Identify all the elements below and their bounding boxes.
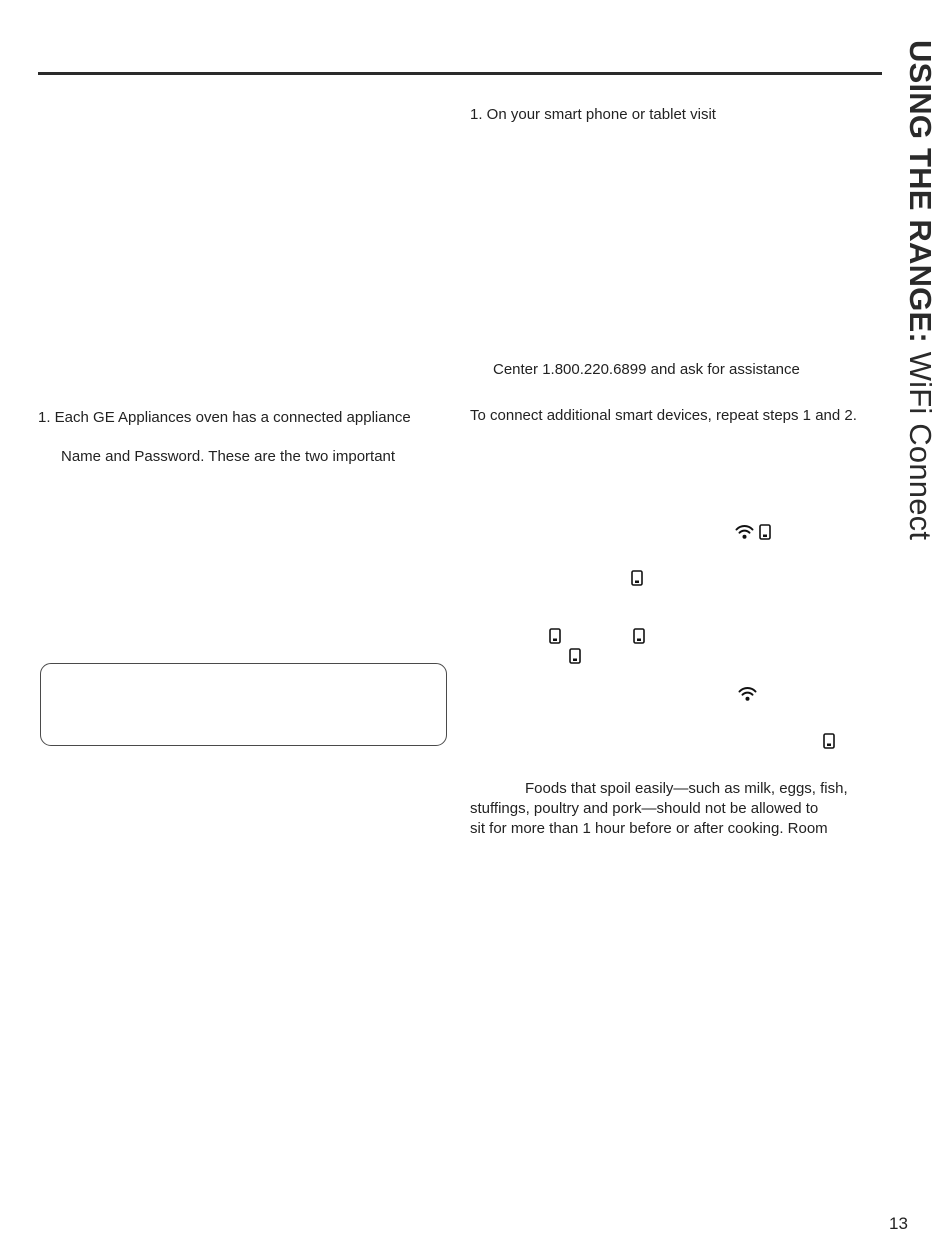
wifi-icon	[735, 524, 754, 540]
food-safety-line1: Foods that spoil easily—such as milk, eggs, fish,	[525, 780, 848, 797]
wifi-icon	[738, 686, 757, 702]
left-step1-line2: Name and Password. These are the two important	[61, 448, 396, 465]
repeat-steps-line: To connect additional smart devices, repeat steps 1 and 2.	[470, 407, 857, 424]
food-safety-line3: sit for more than 1 hour before or after cooking. Room	[470, 820, 828, 837]
note-box	[40, 663, 447, 746]
left-step1-line1: 1. Each GE Appliances oven has a connected appliance	[38, 409, 411, 426]
right-step1: 1. On your smart phone or tablet visit	[470, 106, 716, 123]
food-safety-line2: stuffings, poultry and pork—should not be allowed to	[470, 800, 819, 817]
support-center-line: Center 1.800.220.6899 and ask for assistance	[493, 361, 800, 378]
section-title	[903, 40, 937, 540]
remote-device-icon	[759, 524, 771, 540]
remote-device-icon	[633, 628, 645, 644]
page-number: 13	[889, 1214, 908, 1233]
remote-device-icon	[549, 628, 561, 644]
remote-device-icon	[569, 648, 581, 664]
remote-device-icon	[823, 733, 835, 749]
top-rule	[38, 72, 882, 75]
section-title-subtitle: WiFi Connect	[903, 342, 938, 541]
section-title-bold: USING THE RANGE:	[903, 40, 938, 343]
remote-device-icon	[631, 570, 643, 586]
